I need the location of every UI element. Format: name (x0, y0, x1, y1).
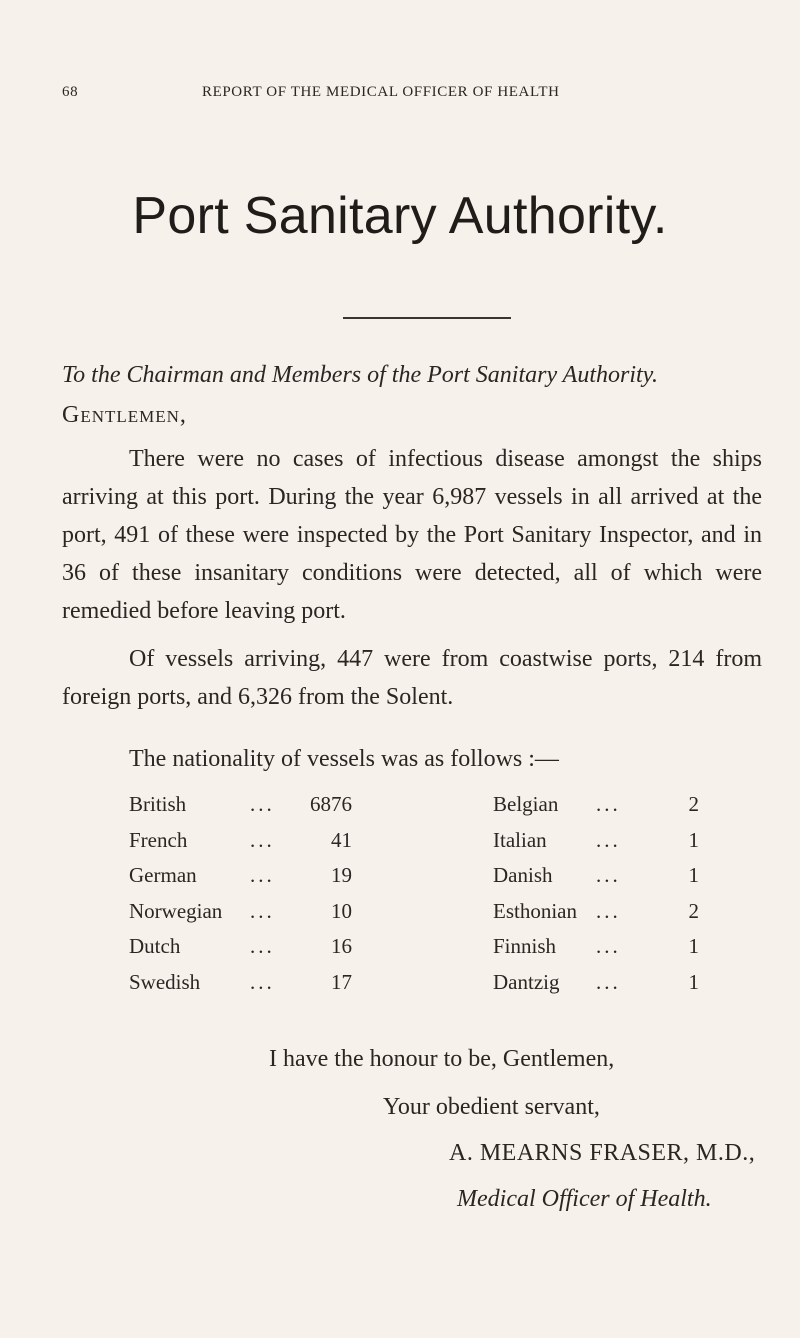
table-row (129, 970, 739, 1006)
nationality-name: French (129, 827, 188, 852)
leader-dots: ... (250, 898, 275, 923)
nationality-intro: The nationality of vessels was as follows :— (129, 746, 559, 772)
vessel-count: 1 (688, 827, 699, 852)
vessel-count: 17 (331, 969, 352, 994)
signatory-position: Medical Officer of Health. (457, 1186, 712, 1212)
vessel-count: 1 (688, 863, 699, 887)
leader-dots: ... (250, 792, 275, 816)
table-row (129, 863, 739, 899)
closing-line: I have the honour to be, Gentlemen, (269, 1046, 615, 1072)
leader-dots: ... (596, 792, 621, 816)
vessel-count: 1 (688, 969, 699, 994)
greeting: Gentlemen, (62, 402, 187, 428)
leader-dots: ... (596, 969, 621, 994)
table-row (129, 828, 739, 864)
running-title: REPORT OF THE MEDICAL OFFICER OF HEALTH (202, 84, 560, 100)
leader-dots: ... (596, 934, 621, 958)
leader-dots: ... (250, 863, 275, 887)
vessel-count: 41 (331, 827, 352, 852)
vessel-count: 16 (331, 934, 352, 958)
page-title: Port Sanitary Authority. (132, 187, 668, 245)
vessel-count: 10 (331, 898, 352, 923)
nationality-name: Norwegian (129, 898, 223, 923)
valediction: Your obedient servant, (383, 1094, 600, 1120)
nationality-name: Dutch (129, 934, 181, 958)
nationality-table (129, 792, 739, 1005)
leader-dots: ... (250, 969, 275, 994)
nationality-name: British (129, 792, 187, 816)
nationality-name: German (129, 863, 197, 887)
vessel-count: 1 (688, 934, 699, 958)
nationality-name: Esthonian (493, 898, 577, 923)
page-number: 68 (62, 84, 79, 100)
nationality-name: Swedish (129, 969, 201, 994)
vessel-count: 2 (688, 898, 699, 923)
leader-dots: ... (596, 827, 621, 852)
title-divider (343, 317, 511, 319)
paragraph-arrivals: Of vessels arriving, 447 were from coastwise ports, 214 from foreign ports, and 6,326 from the Solent. (62, 646, 762, 710)
nationality-name: Danish (493, 863, 553, 887)
nationality-name: Italian (493, 827, 547, 852)
leader-dots: ... (596, 863, 621, 887)
nationality-name: Belgian (493, 792, 559, 816)
table-row (129, 934, 739, 970)
vessel-count: 19 (331, 863, 352, 887)
salutation: To the Chairman and Members of the Port Sanitary Authority. (62, 362, 659, 388)
leader-dots: ... (250, 934, 275, 958)
signature: A. MEARNS FRASER, M.D., (449, 1140, 756, 1166)
leader-dots: ... (596, 898, 621, 923)
nationality-name: Finnish (493, 934, 557, 958)
table-row (129, 792, 739, 828)
nationality-name: Dantzig (493, 969, 560, 994)
vessel-count: 2 (688, 792, 699, 816)
leader-dots: ... (250, 827, 275, 852)
table-row (129, 899, 739, 935)
paragraph-inspections: There were no cases of infectious disease amongst the ships arriving at this port. During the year 6,987 vessels in all arrived at the port, 491 of these were inspected by the Port Sanitary Inspector, and in 36 of these insanitary conditions were detected, all of which were remedied before leaving port. (62, 446, 762, 624)
vessel-count: 6876 (310, 792, 352, 816)
